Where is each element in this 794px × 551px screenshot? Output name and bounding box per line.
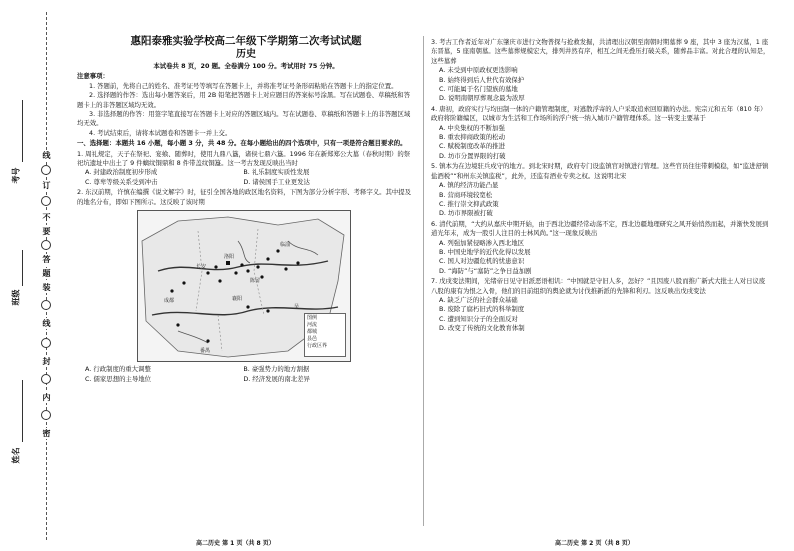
option: A. 行政制度的重大调整 [85,365,151,374]
question-3 [431,38,771,104]
option: D. 改变了传统的文化教育体制 [439,324,525,333]
seal-circle [41,165,51,175]
seal-char: 题 [42,269,51,278]
question-stem: 3. 考古工作者近年对广东肇庆市进行文物普探与抢救发掘，共清理出汉朝至南朝时期墓葬 9 座，其中 3 座为汉墓，1 座东晋墓，5 座南朝墓。这些墓葬规模宏大，排列井然有序，相互之间无叠压打破关系，随葬品丰富。对此合理的认知是，这些墓葬 [431,38,770,65]
seal-char: 订 [42,181,51,190]
left-column [77,34,415,385]
seal-char: 答 [42,255,51,264]
question-stem: 4. 唐初，政府实行与均田制一体的户籍管理制度，对逃散浮寄的人户采取追索回原籍的办法。宪宗元和五年（810 年）政府将阶籍编区，以城市为生活和工作场所的浮户统一纳入城市户籍管理体系。这一转变主要基于 [431,104,767,123]
option-list [77,365,415,384]
map-place-label: 番禺 [200,348,211,355]
exam-subject: 历史 [236,49,256,60]
option: B. 豪强势力的地方割据 [243,365,310,374]
map-legend [304,313,346,357]
map-place-label: 洛阳 [224,254,235,261]
seal-char: 不 [42,213,51,222]
map-place-label: 长安 [196,264,207,271]
exam-no-label: 考号 [11,167,21,184]
option: A. 中央集权的不断加强 [439,123,505,132]
option: C. 可能属于名门望族的墓地 [439,85,518,94]
seal-circle [41,338,51,348]
class-label: 班级 [11,289,21,306]
option-list [431,296,771,334]
right-column [431,38,771,335]
question-2 [77,188,415,384]
seal-circle [41,374,51,384]
option: A. 缺乏广泛的社会群众基础 [439,295,518,304]
notice-item: 3. 非选择题的作答：用签字笔直接写在答题卡上对应的答题区域内。写在试题卷、草稿纸和答题卡上的非答题区域均无效。 [77,110,411,128]
exam-info: 本试卷共 8 页，20 题。全卷满分 100 分。考试用时 75 分钟。 [153,62,339,70]
section-heading: 一、选择题：本题共 16 小题，每小题 3 分，共 48 分。在每小题给出的四个选项中，只有一项是符合题目要求的。 [77,139,407,148]
exam-title: 惠阳泰雅实验学校高二年级下学期第二次考试试题 [130,35,362,47]
map-place-label: 临淄 [280,242,291,249]
notice-heading: 注意事项： [77,72,109,81]
option: C. 遭到知识分子的全面反对 [439,314,518,323]
option: C. 推行崇文抑武政策 [439,199,499,208]
option: C. 国人对边疆危机的忧患意识 [439,257,525,266]
map-place-label: 襄阳 [232,296,243,303]
notice-item: 4. 考试结束后，请将本试题卷和答题卡一并上交。 [89,128,232,137]
option: C. 尊卑等级关系受到冲击 [85,177,158,186]
option: B. 礼乐制度实质性发展 [243,168,310,177]
map-place-label: 成都 [164,298,175,305]
map-legend-title: 图例 [307,315,318,322]
seal-char: 内 [42,393,51,402]
seal-char: 密 [42,429,51,438]
map-place-label: 吴 [294,304,300,311]
class-line [22,250,23,286]
option: D. 坊市界限被打破 [439,209,493,218]
seal-char: 装 [42,283,51,292]
option-list [77,168,415,187]
option-list [431,239,771,277]
seal-circle [41,300,51,310]
seal-char: 线 [42,319,51,328]
question-stem: 6. 清代前期，“大约从嘉庆中期开始，由于西北边疆经常动荡不定，西北边疆地理研究之风开始悄然而起，并渐快发展到道光年末，成为一股引人注目的士林风尚。”这一现象反映出 [431,219,769,238]
name-line [22,380,23,442]
page-footer-left: 高二历史 第 1 页（共 8 页） [196,540,275,547]
option: D. “海防”与“塞防”之争日益加剧 [439,266,532,275]
seal-char: 要 [42,227,51,236]
option: C. 赋税制度改革的推进 [439,142,506,151]
option-list [431,66,771,104]
map-place-label: 陈留 [250,278,261,285]
option: C. 儒家思想的主导地位 [85,374,152,383]
map-legend-item: 都城 [307,329,318,336]
option-list [431,124,771,162]
question-1 [77,150,415,188]
han-map-figure [137,210,351,362]
option: A. 封建政治制度初步形成 [85,168,158,177]
question-stem: 1. 周礼规定，天子在祭祀、宴飨、随葬时，使用九鼎八簋，诸侯七鼎六簋。1996 年在新郑郑公大墓（春秋时期）的祭祀坑遗址中出土了 9 件螭纹铜鼎和 8 件带盖纹铜簋。这一考古发现反映出当时 [77,149,411,168]
option-list [431,181,771,219]
option: D. 坊市分置界限的打破 [439,151,506,160]
option: D. 经济发展的南北差异 [243,374,310,383]
map-legend-item: 河流 [307,322,318,329]
option: B. 营商环境较宽松 [439,190,493,199]
option: D. 诸侯国手工业更发达 [243,177,310,186]
question-6 [431,220,771,276]
map-legend-item: 县邑 [307,336,318,343]
binding-strip [0,0,62,551]
question-5 [431,162,771,218]
notice-item: 2. 选择题的作答：选出每小题答案后，用 2B 铅笔把答题卡上对应题目的答案标号涂黑。写在试题卷、草稿纸和答题卡上的非答题区域均无效。 [77,91,410,109]
option: A. 列强加紧侵略渗入西北地区 [439,238,525,247]
option: B. 中国史地学的近代化得以发展 [439,247,531,256]
page-footer-right: 高二历史 第 2 页（共 8 页） [555,540,634,547]
option: B. 废除了腐朽旧式的科举制度 [439,305,525,314]
option: B. 重农抑商政策的松动 [439,133,505,142]
seal-char: 线 [42,151,51,160]
notice-item: 1. 答题前，先将自己的姓名、准考证号等填写在答题卡上，并将准考证号条形码粘贴在答题卡上的指定位置。 [89,81,398,90]
column-divider [423,36,424,526]
seal-circle [41,196,51,206]
option: A. 镇的经济功能凸显 [439,181,499,190]
option: A. 未受到中原政权更迭影响 [439,66,518,75]
seal-char: 封 [42,357,51,366]
seal-circle [41,240,51,250]
option: B. 始终得到后人世代有效保护 [439,75,525,84]
question-stem: 2. 东汉前期，许慎在编撰《说文解字》时，征引全国各地的政区地名资料，下图为部分分析字形、考释字义。其中提及的地名分布，即如下图所示。这反映了该时期 [77,188,412,206]
seal-circle [41,410,51,420]
exam-no-line [22,100,23,162]
name-label: 姓名 [11,447,21,464]
option: D. 说明南朝厚葬观念最为浓厚 [439,94,525,103]
question-4 [431,105,771,161]
question-stem: 7. 戊戌变法期间，光绪帝日见守旧派恶语相讥：“中国就是守旧人多，怎好？”且因废八股而推广新式大批士人对日议废八股的康有为恨之入骨，他们的目前组织的舆论就为讨伐推新派的先锋和利刃。这反映出戊戌变法 [431,277,766,295]
map-legend-item: 行政区界 [307,343,328,350]
question-7 [431,277,771,333]
question-stem: 5. 镇本为在边境驻兵戍守的地方。到北宋时期，政府专门设监镇官对镇进行管理。这些官员往往带刺模稳，如“监进舒镇盐酒税”“和州东关镇监税”，此外，还监有酒业专卖之权。这说明北宋 [431,162,769,180]
